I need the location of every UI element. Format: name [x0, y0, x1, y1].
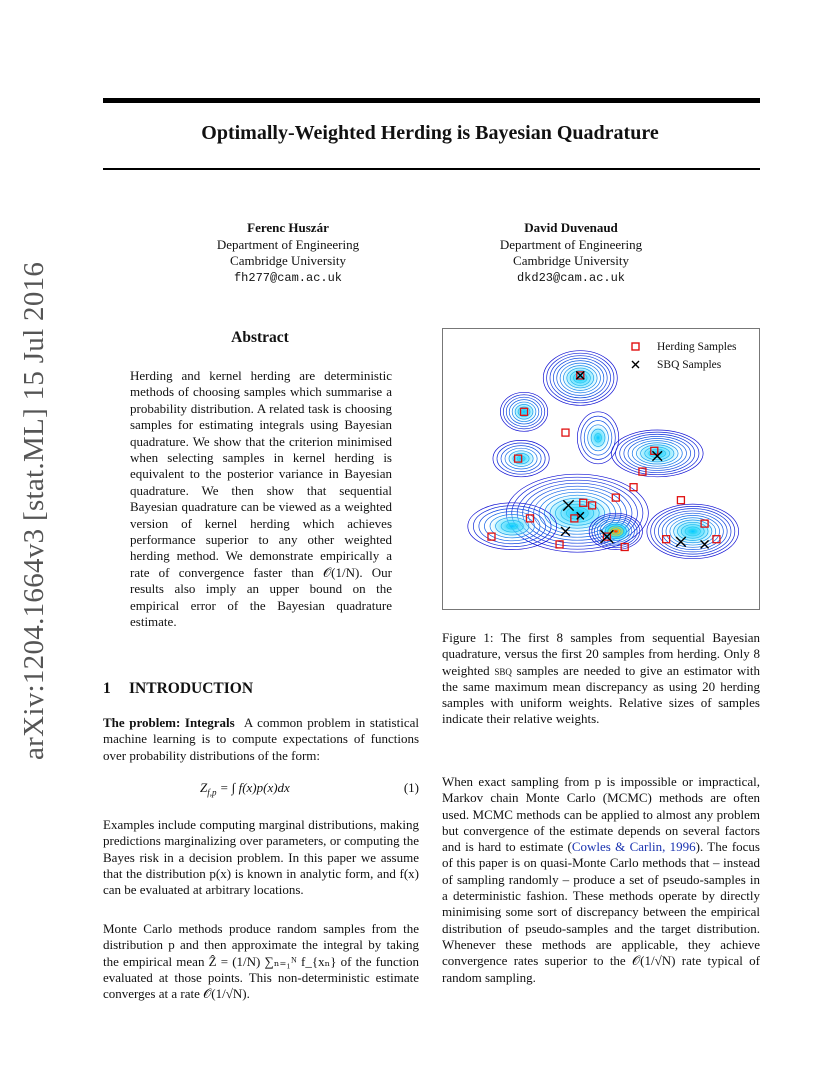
- author-block-2: [441, 220, 701, 286]
- citation-link[interactable]: Cowles & Carlin, 1996: [571, 839, 696, 855]
- author-block-1: [158, 220, 418, 286]
- figure-1-plot: [442, 328, 760, 610]
- caption-part-2: samples are needed to give an estimator with the same maximum mean discrepancy as using 20 herding samples with uniform weights. Relative sizes of samples indicate their relative weights.: [442, 662, 761, 727]
- legend-label-herding: Herding Samples: [657, 341, 737, 353]
- equation-1: [103, 776, 419, 806]
- caption-part-1: Figure 1: The first 8 samples from sequential Bayesian quadrature, versus the first 20 samples from herding. Only 8 weighted: [442, 630, 760, 678]
- right-p1-text-b: ). The focus of this paper is on quasi-Monte Carlo methods that – instead of sampling randomly – produce a set of pseudo-samples in a deterministic fashion. These methods operate by directly minimising some sort of discrepancy between the empirical distribution of pseudo-samples and the target distribution. Whenever these methods are applicable, they achieve convergence rates superior to the 𝒪(1/√N) rate typical of random sampling.: [442, 839, 760, 985]
- abstract-heading: Abstract: [231, 329, 289, 346]
- title-bottom-rule: [103, 168, 760, 170]
- caption-sbq: sbq: [494, 662, 512, 678]
- figure-1-caption: [442, 630, 760, 728]
- arxiv-stamp: arXiv:1204.1664v3 [stat.ML] 15 Jul 2016: [18, 261, 50, 760]
- author-dept: Department of Engineering: [216, 236, 360, 252]
- legend-square-marker: [632, 343, 639, 350]
- herding-sample-marker: [677, 497, 684, 504]
- contour-fill: [668, 516, 718, 546]
- equation-number: (1): [403, 780, 419, 795]
- runin-heading: The problem: Integrals: [103, 715, 235, 730]
- section-number: 1: [103, 680, 111, 697]
- contour-fill: [587, 424, 610, 453]
- author-email[interactable]: dkd23@cam.ac.uk: [516, 270, 626, 285]
- abstract-text: Herding and kernel herding are deterministic methods of choosing samples which summarise a probability distribution. A related task is choosing samples for estimating integrals using Bayesian quadrature. We show that the criterion minimised when selecting samples in kernel herding is equivalent to the posterior variance in Bayesian quadrature. We then show that sequential Bayesian quadrature can be viewed as a weighted version of kernel herding which achieves performance superior to any other weighted herding method. We demonstrate empirically a rate of convergence faster than 𝒪(1/N). Our results also imply an upper bound on the empirical error of the Bayesian quadrature estimate.: [130, 368, 392, 630]
- intro-paragraph-2: Examples include computing marginal distributions, making predictions marginalizing over parameters, or computing the Bayes risk in a decision problem. In this paper we assume that the distribution p(x) is known in analytic form, and f(x) can be evaluated at arbitrary locations.: [103, 817, 419, 898]
- intro-p1-text: A common problem in statistical machine learning is to compute expectations of functions over probability distributions of the form:: [103, 715, 419, 763]
- intro-paragraph-3: Monte Carlo methods produce random samples from the distribution p and then approximate the integral by taking the empirical mean Ẑ = (1/N) ∑ₙ₌₁ᴺ f_{xₙ} of the function evaluated at those points. This non-deterministic estimate converges at a rate 𝒪(1/√N).: [103, 921, 419, 1002]
- top-rule: [103, 98, 760, 103]
- density-contours: [468, 351, 739, 559]
- contour-scatter-svg: [443, 329, 759, 609]
- legend-label-sbq: SBQ Samples: [657, 359, 722, 371]
- section-title: INTRODUCTION: [129, 680, 254, 697]
- author-university: Cambridge University: [513, 253, 629, 268]
- right-paragraph-1: [442, 774, 760, 986]
- author-name: Ferenc Huszár: [247, 220, 329, 235]
- section-heading: [103, 680, 253, 698]
- legend-cross-marker: [632, 361, 639, 368]
- eq-lhs: Z: [200, 780, 208, 795]
- herding-sample-marker: [562, 429, 569, 436]
- legend: [632, 341, 737, 371]
- author-university: Cambridge University: [230, 253, 346, 268]
- author-email[interactable]: fh277@cam.ac.uk: [233, 270, 343, 285]
- author-dept: Department of Engineering: [499, 236, 643, 252]
- intro-paragraph-1: [103, 715, 419, 764]
- paper-title: Optimally-Weighted Herding is Bayesian Quadrature: [201, 122, 659, 144]
- author-name: David Duvenaud: [524, 220, 618, 235]
- right-p1-text-a: When exact sampling from p is impossible or impractical, Markov chain Monte Carlo (MCMC) methods are often used. MCMC methods can be applied to almost any problem but convergence of the estimate depends on several factors and is hard to estimate (: [442, 774, 760, 855]
- eq-rhs: = ∫ f(x)p(x)dx: [216, 780, 290, 795]
- eq-lhs-sub: f,p: [207, 787, 217, 798]
